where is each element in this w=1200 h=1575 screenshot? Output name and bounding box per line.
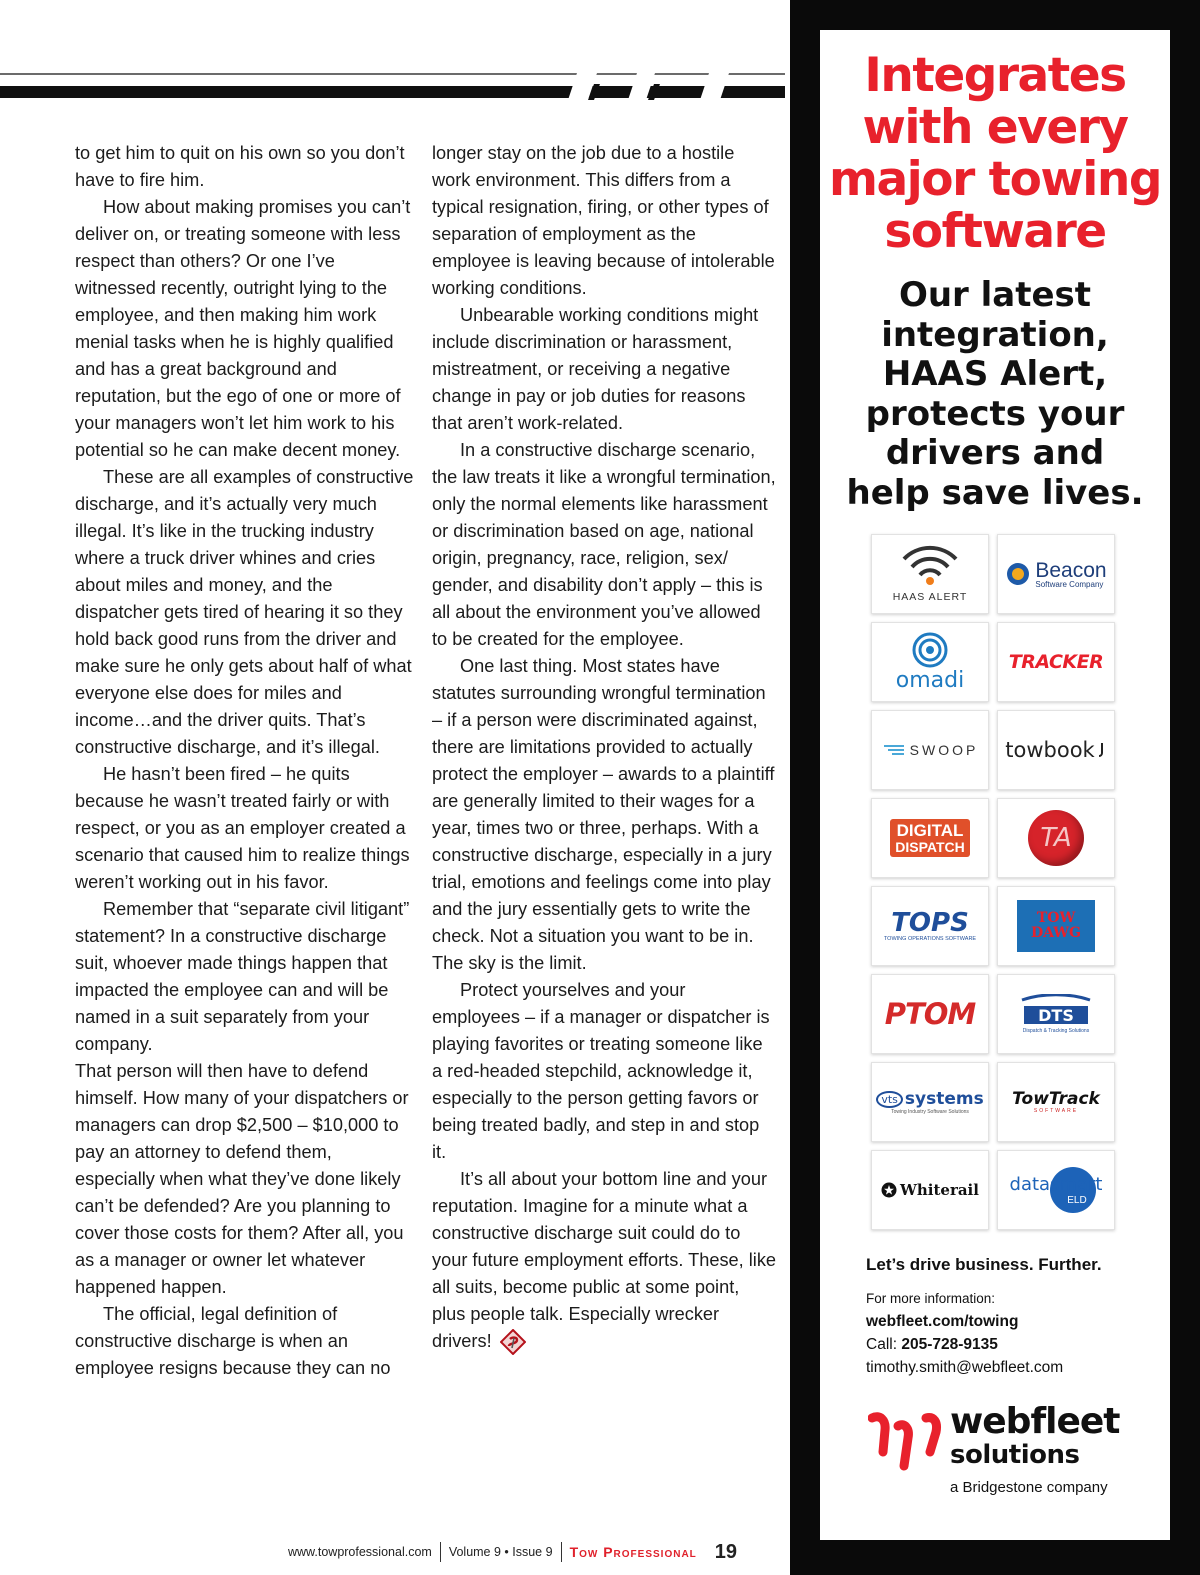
wifi-signal-icon (898, 545, 962, 585)
article-paragraph: Protect yourselves and your employees – if a manager or dispatcher is playing favorites or treating someone like a red-headed stepchild, acknowledge it, especially to the person getting favors or being treated badly, and step in and stop it. (432, 980, 770, 1162)
contact-phone-line (866, 1333, 1063, 1356)
article-paragraph: longer stay on the job due to a hostile work environment. This differs from a typical resignation, firing, or other types of separation of employment as the employee is leaving because of intolerable working conditions. (432, 143, 775, 298)
logo-ptom (871, 974, 989, 1054)
article-paragraph-last (432, 1166, 777, 1355)
webfleet-brand (868, 1401, 1148, 1503)
logo-datasmart-eld (997, 1150, 1115, 1230)
beacon-name: Beacon (1035, 558, 1107, 582)
contact-email[interactable]: timothy.smith@webfleet.com (866, 1359, 1064, 1376)
logo-towtrack (997, 1062, 1115, 1142)
ad-subhead-line: help save lives. (846, 472, 1144, 513)
brand-company: a Bridgestone company (950, 1479, 1108, 1496)
tracker-label: TRACKER (1008, 651, 1104, 673)
article-paragraph: Unbearable working conditions might include discrimination or harassment, mistreatment, or receiving a negative change in pay or job duties for reasons that aren’t work-related. (432, 305, 759, 433)
article-paragraph: One last thing. Most states have statutes surrounding wrongful termination – if a person were discriminated against, there are limitations provided to actually protect the employer – awards to a plaintiff are generally limited to their wages for a year, times two or three, perhaps. With a constructive discharge, especially in a jury trial, emotions and feelings come into play and the jury essentially gets to write the check. Not a situation you want to be in. The sky is the limit. (432, 656, 775, 973)
header-slash-decoration (560, 62, 780, 112)
ad-headline-line: software (884, 204, 1106, 259)
logo-whiterail (871, 1150, 989, 1230)
webfleet-logo-icon (868, 1412, 942, 1474)
vts-subtitle: Towing Industry Software Solutions (891, 1109, 969, 1115)
tops-subtitle: TOWING OPERATIONS SOFTWARE (883, 936, 977, 942)
dts-mark-icon (1018, 994, 1094, 1028)
article-column-left (75, 140, 415, 1382)
digital-dispatch-badge (890, 819, 969, 858)
towtrack-subtitle: SOFTWARE (1033, 1108, 1079, 1114)
logo-digital-dispatch (871, 798, 989, 878)
ta-label: TA (1040, 823, 1072, 853)
brand-solutions: solutions (950, 1440, 1080, 1470)
contact-intro: For more information: (866, 1291, 996, 1306)
page-footer (288, 1539, 737, 1565)
eld-label: ELD (1067, 1194, 1087, 1206)
ta-circle (1028, 810, 1084, 866)
footer-divider (561, 1542, 562, 1562)
ad-headline-line: Integrates (864, 48, 1126, 103)
article-paragraph: Remember that “separate civil litigant” statement? In a constructive discharge suit, whoever made things happen that impacted the employee can and will be named in a suit separately from your company. (75, 899, 410, 1054)
page-number: 19 (714, 1540, 738, 1563)
dts-subtitle: Dispatch & Tracking Solutions (1022, 1028, 1090, 1034)
ad-headline-line: with every (862, 100, 1128, 155)
contact-call-label: Call: (866, 1336, 902, 1353)
logo-vts-systems (871, 1062, 989, 1142)
footer-divider (440, 1542, 441, 1562)
logo-beacon (997, 534, 1115, 614)
vts-word: systems (904, 1089, 984, 1109)
haas-alert-label: HAAS ALERT (892, 591, 968, 603)
beacon-subtitle: Software Company (1035, 579, 1104, 589)
swoop-lines-icon (882, 744, 904, 756)
ptom-label: PTOM (884, 997, 976, 1031)
article-paragraph: That person will then have to defend himself. How many of your dispatchers or managers can drop $2,500 – $10,000 to pay an attorney to defend them, especially when what they’ve done likely can’t be defended? Are you planning to cover those costs for them? After all, you as a manager or owner let whatever happened happen. (75, 1061, 409, 1297)
ad-headline (820, 50, 1170, 258)
ad-contact-block (866, 1287, 1063, 1379)
ad-subhead-line: protects your (865, 393, 1125, 434)
ad-subhead-line: drivers and (885, 433, 1105, 473)
footer-issue: Volume 9 • Issue 9 (448, 1545, 553, 1559)
ad-headline-line: major towing (828, 152, 1162, 207)
article-paragraph: These are all examples of constructive discharge, and it’s actually very much illegal. It’s like in the trucking industry where a truck driver whines and cries about miles and money, and the dispatcher gets tired of hearing it so they hold back good runs from the driver and make sure he only gets about half of what everyone else does for miles and income…and the driver quits. That’s constructive discharge, and it’s illegal. (75, 467, 414, 757)
article-paragraph: He hasn’t been fired – he quits because he wasn’t treated fairly or with respect, or you as an employer created a scenario that caused him to realize things weren’t working out in his favor. (75, 764, 410, 892)
logo-tops (871, 886, 989, 966)
article-paragraph-text: It’s all about your bottom line and your reputation. Imagine for a minute what a constructive discharge suit could do to your future employment efforts. These, like all suits, become public at some point, plus people talk. Especially wrecker drivers! (432, 1169, 777, 1351)
tops-label: TOPS (891, 908, 969, 938)
dispatch-label: DISPATCH (895, 838, 965, 855)
logo-swoop (871, 710, 989, 790)
logo-omadi (871, 622, 989, 702)
logo-dts (997, 974, 1115, 1054)
article-column-right (432, 140, 777, 1355)
ad-subhead-line: integration, (881, 314, 1109, 355)
brand-name: webfleet (950, 1401, 1120, 1442)
tow-dawg-line2: DAWG (1031, 925, 1081, 941)
logo-haas-alert (871, 534, 989, 614)
towbook-label: towbook (1005, 738, 1095, 762)
article-paragraph: The official, legal definition of constructive discharge is when an employee resigns because they can no (75, 1304, 391, 1378)
omadi-swirl-icon (910, 631, 950, 669)
logo-tow-dawg (997, 886, 1115, 966)
ad-tagline: Let’s drive business. Further. (866, 1255, 1102, 1274)
tow-dawg-line1: TOW (1036, 910, 1076, 927)
footer-website[interactable]: www.towprofessional.com (288, 1545, 432, 1559)
whiterail-label: Whiterail (900, 1181, 979, 1199)
towbook-hook-icon (1097, 741, 1107, 759)
dts-label: DTS (1038, 1006, 1074, 1025)
beacon-sun-icon (1005, 561, 1031, 587)
datasmart-label: datasmart (1009, 1173, 1103, 1195)
partner-logo-grid (871, 534, 1119, 1230)
logo-towbook (997, 710, 1115, 790)
swoop-label: SWOOP (909, 742, 979, 758)
contact-url[interactable]: webfleet.com/towing (866, 1313, 1019, 1330)
tow-dawg-badge (1017, 900, 1095, 952)
vts-mark: vts (876, 1091, 903, 1108)
ad-subhead-line: HAAS Alert, (882, 354, 1108, 394)
whiterail-star-icon (881, 1182, 897, 1198)
digital-label: DIGITAL (896, 820, 964, 840)
article-paragraph: How about making promises you can’t deliver on, or treating someone with less respect than others? Or one I’ve witnessed recently, outright lying to the employee, and then making him work menial tasks when he is highly qualified and has a great background and reputation, but the ego of one or more of your managers won’t let him work to his potential so he can make decent money. (75, 197, 411, 460)
logo-tracker (997, 622, 1115, 702)
towtrack-label: TowTrack (1012, 1089, 1100, 1109)
contact-phone[interactable]: 205-728-9135 (901, 1336, 998, 1353)
omadi-label: omadi (895, 668, 965, 693)
article-paragraph: to get him to quit on his own so you don’t have to fire him. (75, 143, 405, 190)
article-paragraph: In a constructive discharge scenario, the law treats it like a wrongful termination, only the normal elements like harassment or discrimination based on age, national origin, pregnancy, race, religion, sex/ gender, and disability don’t apply – this is all about the environment you’ve allowed to be created for the employee. (432, 440, 776, 649)
logo-ta (997, 798, 1115, 878)
ad-subhead-line: Our latest (898, 275, 1092, 315)
ad-subheadline (820, 276, 1170, 513)
footer-magazine-name: Tow Professional (569, 1544, 697, 1560)
end-of-article-icon (500, 1329, 526, 1355)
